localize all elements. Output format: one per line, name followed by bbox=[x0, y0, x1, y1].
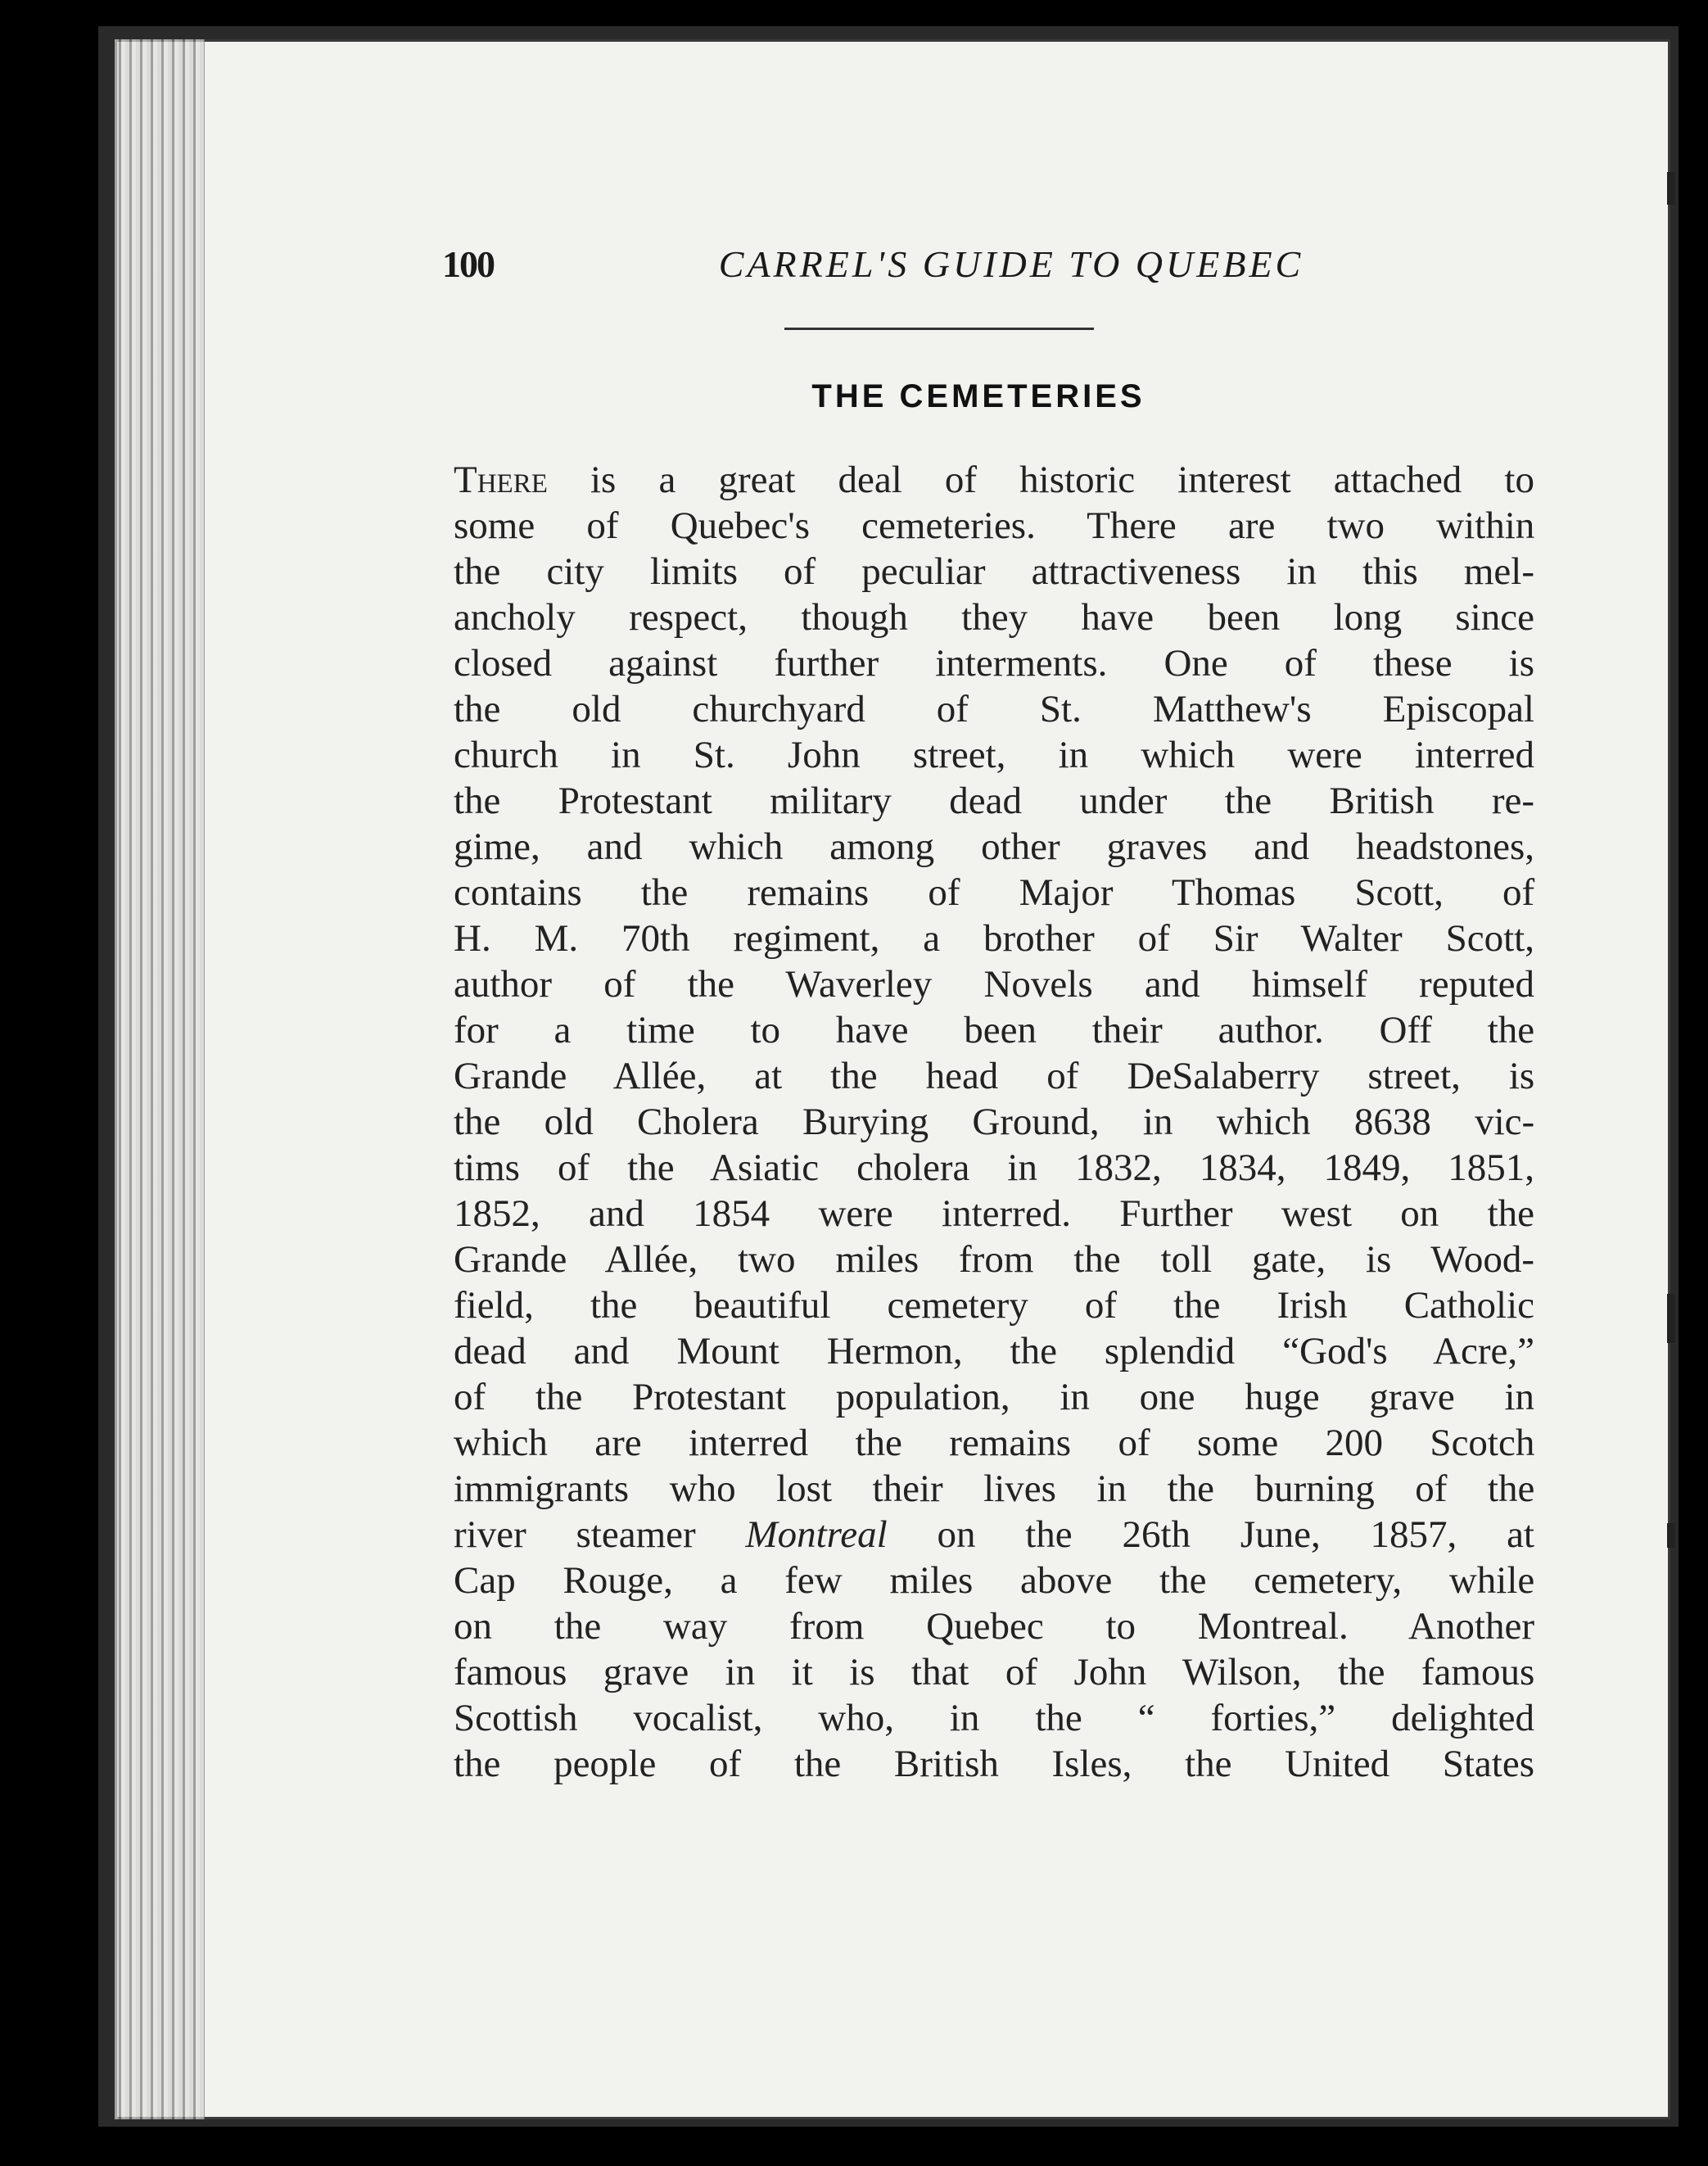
text-line: H. M. 70th regiment, a brother of Sir Walter Scott, bbox=[454, 917, 1534, 960]
text-line: author of the Waverley Novels and himself reputed bbox=[454, 963, 1534, 1006]
text-line: tims of the Asiatic cholera in 1832, 1834, 1849, 1851, bbox=[454, 1146, 1534, 1189]
text-line: the old Cholera Burying Ground, in which 8638 vic- bbox=[454, 1101, 1535, 1143]
page-header bbox=[442, 242, 1515, 300]
text-line: gime, and which among other graves and headstones, bbox=[454, 825, 1534, 868]
text-line: dead and Mount Hermon, the splendid “God's Acre,” bbox=[454, 1330, 1534, 1372]
margin-mark bbox=[1667, 172, 1675, 205]
text-line: some of Quebec's cemeteries. There are two within bbox=[454, 504, 1535, 547]
ship-name: Montreal bbox=[745, 1513, 888, 1556]
text-line: river steamer Montreal on the 26th June, 1857, at bbox=[454, 1513, 1534, 1556]
text-line: the city limits of peculiar attractiveness in this mel- bbox=[454, 550, 1534, 593]
header-rule bbox=[784, 328, 1094, 330]
text-line: the people of the British Isles, the United States bbox=[454, 1743, 1534, 1785]
margin-mark bbox=[1667, 1523, 1675, 1548]
margin-mark bbox=[1667, 1294, 1675, 1343]
body-paragraph bbox=[454, 457, 1534, 1787]
page-edges bbox=[115, 39, 205, 2119]
text-line: church in St. John street, in which were interred bbox=[454, 734, 1534, 776]
text-line: Cap Rouge, a few miles above the cemetery, while bbox=[454, 1559, 1535, 1602]
text-line: Scottish vocalist, who, in the “ forties,” delighted bbox=[454, 1697, 1534, 1739]
text-line: of the Protestant population, in one huge grave in bbox=[454, 1376, 1535, 1418]
text-line: ancholy respect, though they have been long since bbox=[454, 596, 1534, 639]
text-line: for a time to have been their author. Off the bbox=[454, 1009, 1535, 1051]
text-line: immigrants who lost their lives in the burning of the bbox=[454, 1467, 1535, 1510]
section-title: THE CEMETERIES bbox=[811, 378, 1145, 414]
text-line: There is a great deal of historic interest attached to bbox=[454, 459, 1534, 501]
text-line: closed against further interments. One of these is bbox=[454, 642, 1534, 685]
text-line: Grande Allée, two miles from the toll gate, is Wood- bbox=[454, 1238, 1535, 1281]
running-title: CARREL'S GUIDE TO QUEBEC bbox=[718, 243, 1304, 285]
text-line: which are interred the remains of some 200 Scotch bbox=[454, 1422, 1535, 1464]
text-line: famous grave in it is that of John Wilson, the famous bbox=[454, 1651, 1535, 1693]
drop-word: There bbox=[454, 459, 548, 501]
text-line: Grande Allée, at the head of DeSalaberry street, is bbox=[454, 1055, 1535, 1097]
text-line: contains the remains of Major Thomas Scott, of bbox=[454, 871, 1535, 914]
text-line: 1852, and 1854 were interred. Further west on the bbox=[454, 1192, 1534, 1235]
text-line: on the way from Quebec to Montreal. Another bbox=[454, 1605, 1534, 1648]
text-line: the old churchyard of St. Matthew's Episcopal bbox=[454, 688, 1534, 730]
text-line: field, the beautiful cemetery of the Irish Catholic bbox=[454, 1284, 1534, 1327]
text-line: the Protestant military dead under the British re- bbox=[454, 780, 1534, 822]
page-number: 100 bbox=[442, 243, 494, 285]
